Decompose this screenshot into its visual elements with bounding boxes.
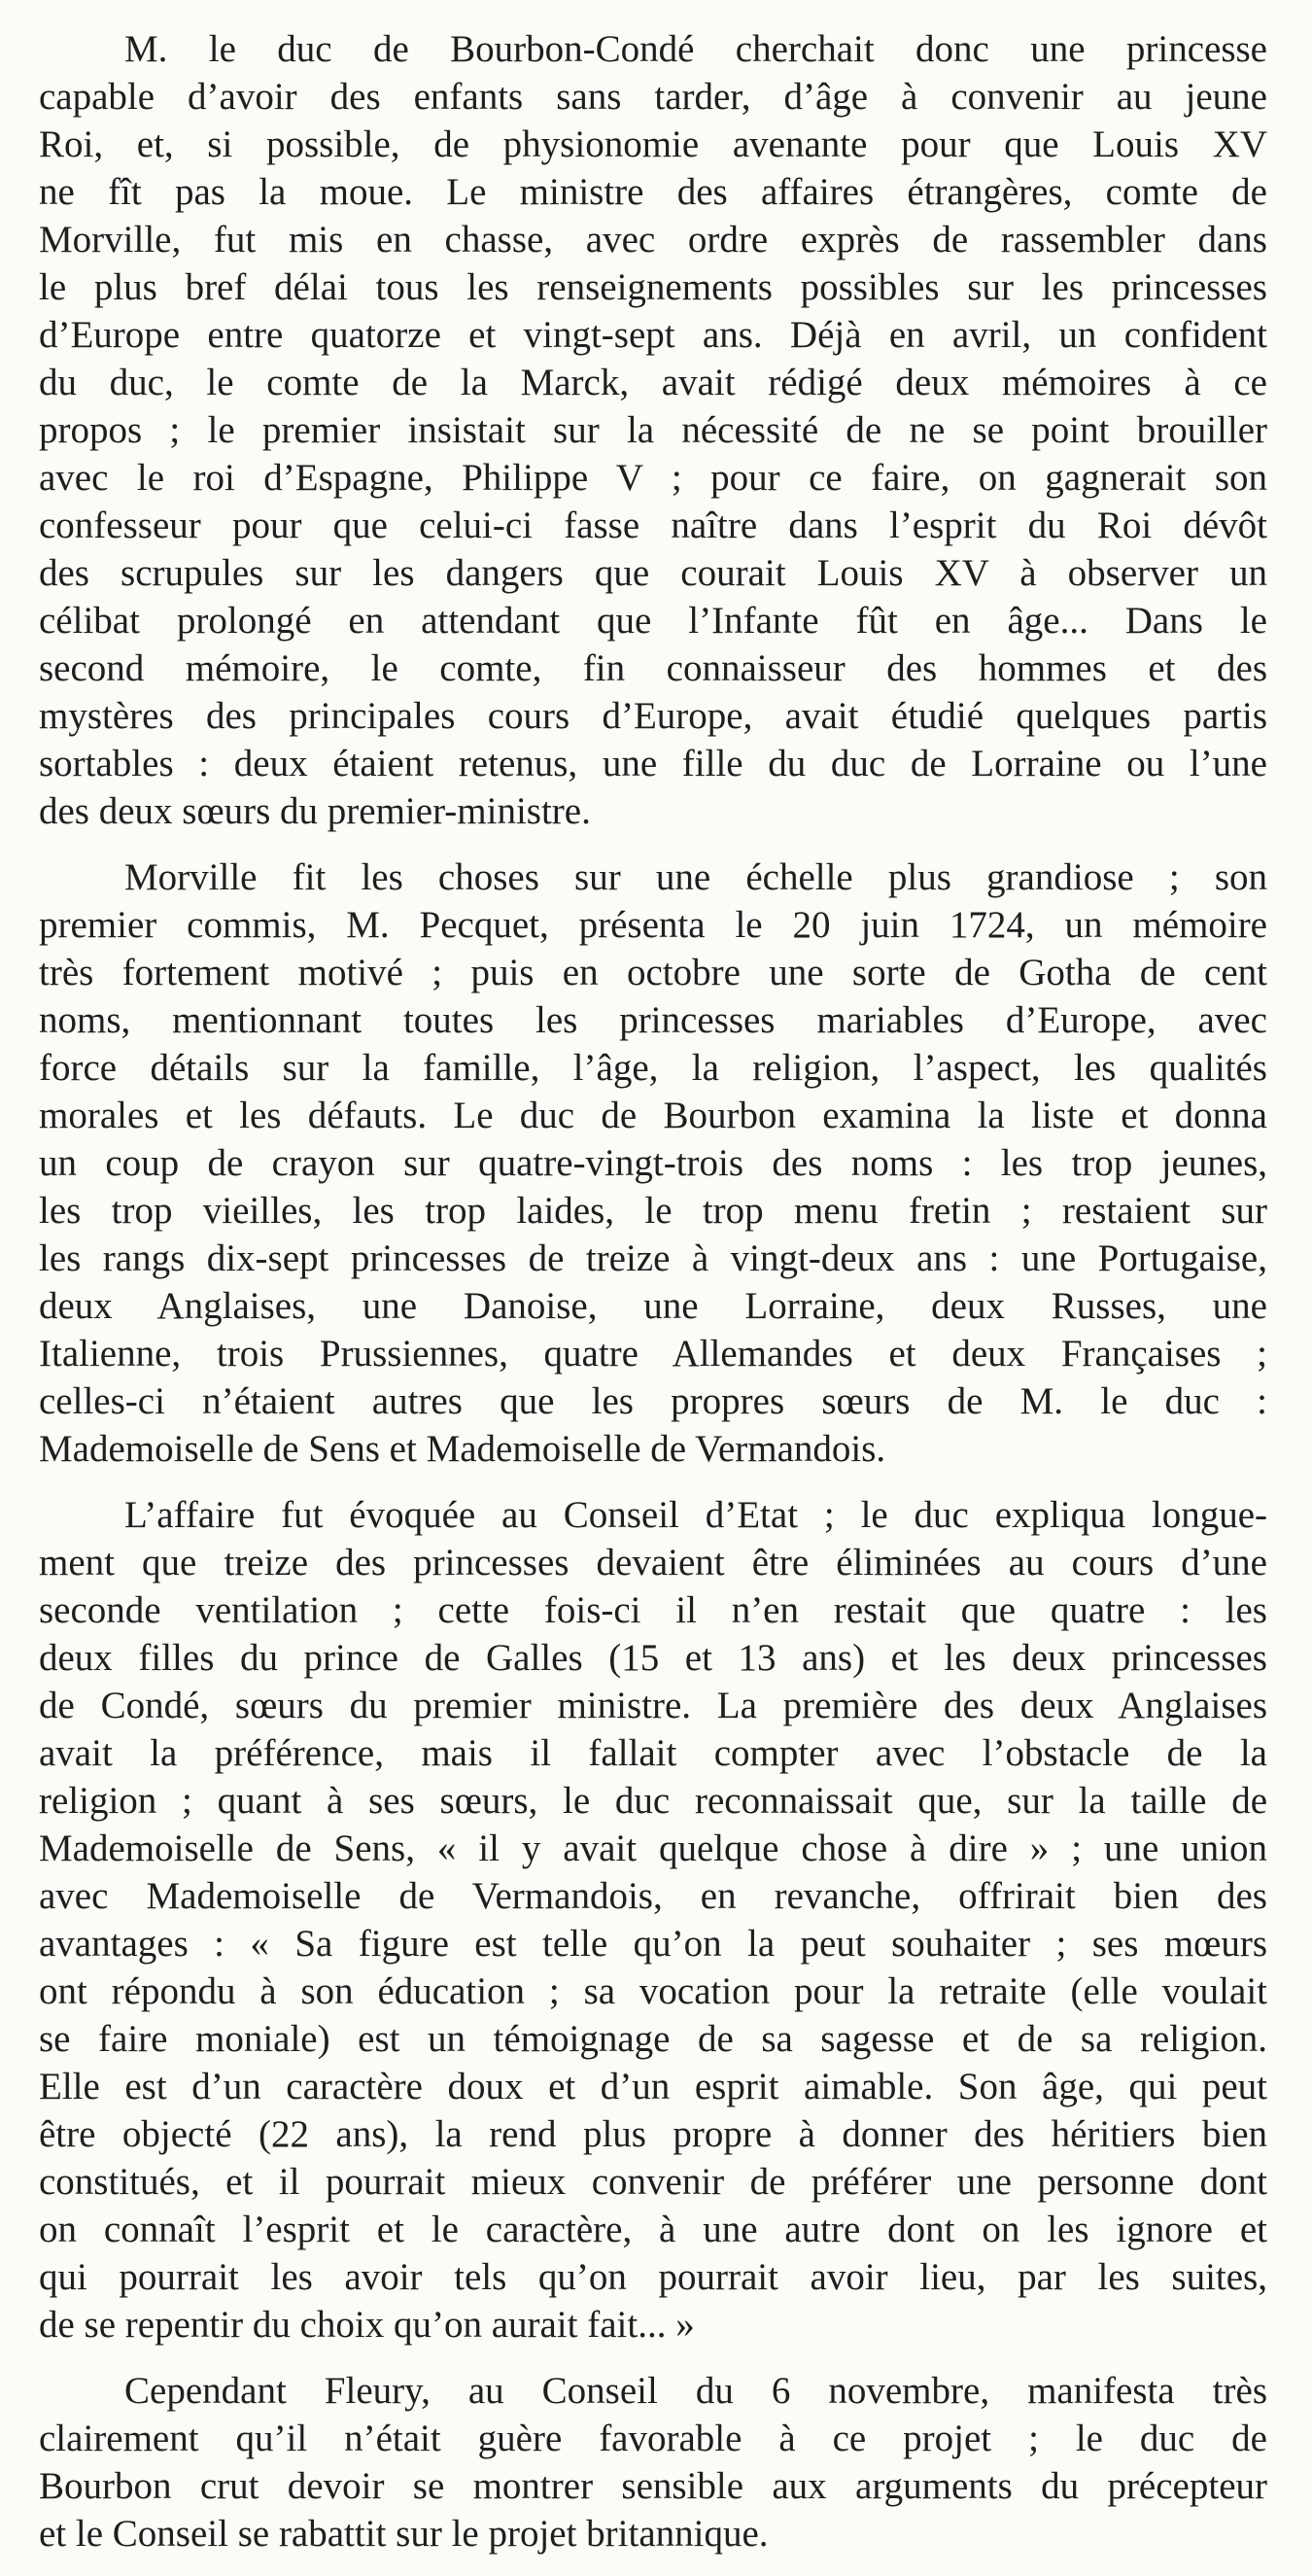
text-line-content: constitués, et il pourrait mieux convenir de préférer une personne dont [39, 2161, 1267, 2203]
text-line-content: du duc, le comte de la Marck, avait rédigé deux mémoires à ce [39, 362, 1267, 403]
text-line-content: Cependant Fleury, au Conseil du 6 novembre, manifesta très [124, 2370, 1267, 2412]
text-line-content: qui pourrait les avoir tels qu’on pourrait avoir lieu, par les suites, [39, 2256, 1267, 2298]
text-line-content: Mademoiselle de Sens et Mademoiselle de Vermandois. [39, 1428, 886, 1470]
text-line [39, 1187, 1267, 1235]
text-line [39, 787, 1267, 835]
text-line-content: célibat prolongé en attendant que l’Infante fût en âge... Dans le [39, 600, 1267, 642]
text-line [39, 1920, 1267, 1967]
text-line [39, 311, 1267, 359]
book-page [39, 25, 1267, 2576]
text-line-content: des scrupules sur les dangers que courait Louis XV à observer un [39, 552, 1267, 594]
text-line-content: Bourbon crut devoir se montrer sensible aux arguments du précepteur [39, 2465, 1267, 2507]
text-line-content: des deux sœurs du premier-ministre. [39, 790, 591, 832]
text-line [39, 1634, 1267, 1682]
text-line-content: Morville, fut mis en chasse, avec ordre exprès de rassembler dans [39, 219, 1267, 261]
text-line [39, 1729, 1267, 1777]
text-line [39, 2110, 1267, 2158]
text-line-content: les rangs dix-sept princesses de treize à vingt-deux ans : une Portugaise, [39, 1237, 1267, 1279]
paragraph-1 [39, 25, 1267, 835]
text-line [39, 502, 1267, 549]
text-line [39, 1425, 1267, 1473]
paragraph-2 [39, 853, 1267, 1473]
text-line [39, 1235, 1267, 1282]
text-line [39, 1967, 1267, 2015]
text-line-content: ne fît pas la moue. Le ministre des affaires étrangères, comte de [39, 171, 1267, 213]
text-line-content: avantages : « Sa figure est telle qu’on la peut souhaiter ; ses mœurs [39, 1923, 1267, 1965]
text-line-content: mystères des principales cours d’Europe, avait étudié quelques partis [39, 695, 1267, 737]
text-line [39, 1491, 1267, 1539]
text-line-content: Roi, et, si possible, de physionomie avenante pour que Louis XV [39, 123, 1267, 165]
text-line [39, 692, 1267, 740]
text-line-content: le plus bref délai tous les renseignements possibles sur les princesses [39, 266, 1267, 308]
text-line-content: les trop vieilles, les trop laides, le trop menu fretin ; restaient sur [39, 1190, 1267, 1232]
text-line [39, 2367, 1267, 2415]
text-line-content: un coup de crayon sur quatre-vingt-trois des noms : les trop jeunes, [39, 1142, 1267, 1184]
text-line [39, 121, 1267, 168]
text-line-content: confesseur pour que celui-ci fasse naître dans l’esprit du Roi dévôt [39, 505, 1267, 546]
text-line [39, 1586, 1267, 1634]
text-line [39, 901, 1267, 949]
text-line-content: deux Anglaises, une Danoise, une Lorraine, deux Russes, une [39, 1285, 1267, 1327]
text-line-content: L’affaire fut évoquée au Conseil d’Etat ; le duc expliqua longue- [124, 1494, 1267, 1536]
text-line [39, 996, 1267, 1044]
text-line-content: avait la préférence, mais il fallait compter avec l’obstacle de la [39, 1732, 1267, 1774]
text-line-content: seconde ventilation ; cette fois-ci il n’en restait que quatre : les [39, 1589, 1267, 1631]
text-line [39, 549, 1267, 597]
text-line-content: sortables : deux étaient retenus, une fille du duc de Lorraine ou l’une [39, 743, 1267, 784]
text-line [39, 949, 1267, 996]
text-line-content: religion ; quant à ses sœurs, le duc reconnaissait que, sur la taille de [39, 1780, 1267, 1822]
text-line-content: avec Mademoiselle de Vermandois, en revanche, offrirait bien des [39, 1875, 1267, 1917]
text-line [39, 1139, 1267, 1187]
text-line-content: avec le roi d’Espagne, Philippe V ; pour ce faire, on gagnerait son [39, 457, 1267, 499]
text-line-content: on connaît l’esprit et le caractère, à une autre dont on les ignore et [39, 2209, 1267, 2250]
text-line [39, 1682, 1267, 1729]
text-line [39, 1872, 1267, 1920]
text-line [39, 1777, 1267, 1825]
text-line [39, 644, 1267, 692]
text-line [39, 168, 1267, 216]
text-line-content: deux filles du prince de Galles (15 et 13 ans) et les deux princesses [39, 1637, 1267, 1679]
text-line-content: capable d’avoir des enfants sans tarder, d’âge à convenir au jeune [39, 76, 1267, 118]
text-line [39, 2206, 1267, 2253]
text-line [39, 1044, 1267, 1092]
text-line [39, 2253, 1267, 2301]
text-line [39, 2158, 1267, 2206]
text-line [39, 263, 1267, 311]
text-line-content: force détails sur la famille, l’âge, la religion, l’aspect, les qualités [39, 1047, 1267, 1089]
text-line-content: de se repentir du choix qu’on aurait fait... » [39, 2304, 695, 2346]
text-line [39, 2063, 1267, 2110]
text-line-content: Elle est d’un caractère doux et d’un esprit aimable. Son âge, qui peut [39, 2066, 1267, 2107]
text-line [39, 853, 1267, 901]
text-line [39, 2510, 1267, 2558]
text-line [39, 359, 1267, 406]
text-line [39, 597, 1267, 644]
text-line-content: Morville fit les choses sur une échelle plus grandiose ; son [124, 856, 1267, 898]
text-line-content: M. le duc de Bourbon-Condé cherchait donc une princesse [124, 28, 1267, 70]
text-line-content: clairement qu’il n’était guère favorable à ce projet ; le duc de [39, 2418, 1267, 2459]
text-line-content: premier commis, M. Pecquet, présenta le 20 juin 1724, un mémoire [39, 904, 1267, 946]
text-line-content: de Condé, sœurs du premier ministre. La première des deux Anglaises [39, 1685, 1267, 1726]
text-line [39, 25, 1267, 73]
text-line [39, 1330, 1267, 1377]
text-line [39, 454, 1267, 502]
text-line-content: ment que treize des princesses devaient être éliminées au cours d’une [39, 1542, 1267, 1584]
text-line-content: d’Europe entre quatorze et vingt-sept ans. Déjà en avril, un confident [39, 314, 1267, 356]
text-line-content: être objecté (22 ans), la rend plus propre à donner des héritiers bien [39, 2113, 1267, 2155]
text-line [39, 406, 1267, 454]
text-line [39, 2462, 1267, 2510]
text-line-content: propos ; le premier insistait sur la nécessité de ne se point brouiller [39, 409, 1267, 451]
text-line [39, 1539, 1267, 1586]
text-line-content: et le Conseil se rabattit sur le projet britannique. [39, 2513, 769, 2555]
text-line [39, 1377, 1267, 1425]
text-line-content: celles-ci n’étaient autres que les propres sœurs de M. le duc : [39, 1380, 1267, 1422]
paragraph-4 [39, 2367, 1267, 2558]
text-line [39, 740, 1267, 787]
text-line [39, 2015, 1267, 2063]
text-line-content: morales et les défauts. Le duc de Bourbon examina la liste et donna [39, 1095, 1267, 1136]
text-line [39, 2301, 1267, 2349]
text-line [39, 1825, 1267, 1872]
text-line [39, 2415, 1267, 2462]
text-line-content: ont répondu à son éducation ; sa vocation pour la retraite (elle voulait [39, 1970, 1267, 2012]
text-line-content: second mémoire, le comte, fin connaisseur des hommes et des [39, 647, 1267, 689]
text-line-content: noms, mentionnant toutes les princesses mariables d’Europe, avec [39, 999, 1267, 1041]
text-line [39, 216, 1267, 263]
text-line-content: se faire moniale) est un témoignage de sa sagesse et de sa religion. [39, 2018, 1267, 2060]
text-line [39, 1282, 1267, 1330]
text-line [39, 73, 1267, 121]
paragraph-3 [39, 1491, 1267, 2349]
text-line [39, 1092, 1267, 1139]
text-line-content: Mademoiselle de Sens, « il y avait quelque chose à dire » ; une union [39, 1828, 1267, 1869]
text-line-content: Italienne, trois Prussiennes, quatre Allemandes et deux Françaises ; [39, 1333, 1267, 1375]
text-line-content: très fortement motivé ; puis en octobre une sorte de Gotha de cent [39, 952, 1267, 993]
